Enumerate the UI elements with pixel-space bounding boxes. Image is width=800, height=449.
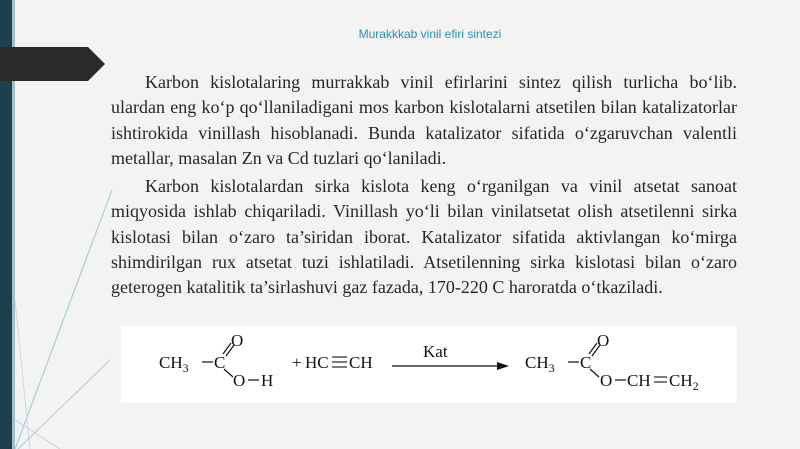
vinyl-ch2: $CH_2$	[669, 371, 699, 393]
paragraph-2: Karbon kislotalardan sirka kislota keng o‘rganilgan va vinil atsetat sanoat miqyosida ishlab chiqariladi. Vinillash yo‘li bilan vinilatsetat olish atsetilenni sirka kislotasi bilan o‘zaro ta’siridan iborat. Katalizator sifatida aktivlangan ko‘mirga shimdirilgan rux atsetat tuzi ishlatiladi. Atsetilenning sirka kislotasi bilan o‘zaro geterogen katalitik ta’sirlashuvi gaz fazada, 170-220 C haroratda o‘tkaziladi.	[111, 176, 737, 298]
ch3-left: $CH_3$	[159, 353, 189, 375]
paragraph-1: Karbon kislotalaring murrakkab vinil efirlarini sintez qilish turlicha bo‘lib. ulardan eng ko‘p qo‘llaniladigani mos karbon kislotalarni atsetilen bilan katalizatorlar ishtirokida vinillash hisoblanadi. Bunda katalizator sifatida o‘zgaruvchan valentli metallar, masalan Zn va Cd tuzlari qo‘laniladi.	[111, 72, 737, 168]
oxygen-hydroxyl: O	[233, 371, 246, 390]
carbonyl-c-right: C	[580, 353, 592, 372]
body-text	[111, 70, 737, 304]
title-arrow-tab	[0, 47, 106, 81]
catalyst-label: Kat	[423, 342, 448, 361]
acetylene-ch: CH	[349, 353, 373, 372]
reaction-arrow-head	[497, 362, 509, 370]
acetylene-hc: HC	[305, 353, 329, 372]
ch3-right: $CH_3$	[525, 353, 555, 375]
oxygen-top-left: O	[231, 331, 244, 350]
carbonyl-c-left: C	[214, 353, 226, 372]
slide-title: Murakkkab vinil efiri sintezi	[358, 27, 502, 41]
reaction-equation	[121, 326, 737, 403]
hydrogen-hydroxyl: H	[261, 371, 274, 390]
oxygen-top-right: O	[597, 331, 610, 350]
plus-sign: +	[292, 353, 302, 372]
oxygen-ester: O	[600, 371, 613, 390]
vinyl-ch: CH	[627, 371, 651, 390]
